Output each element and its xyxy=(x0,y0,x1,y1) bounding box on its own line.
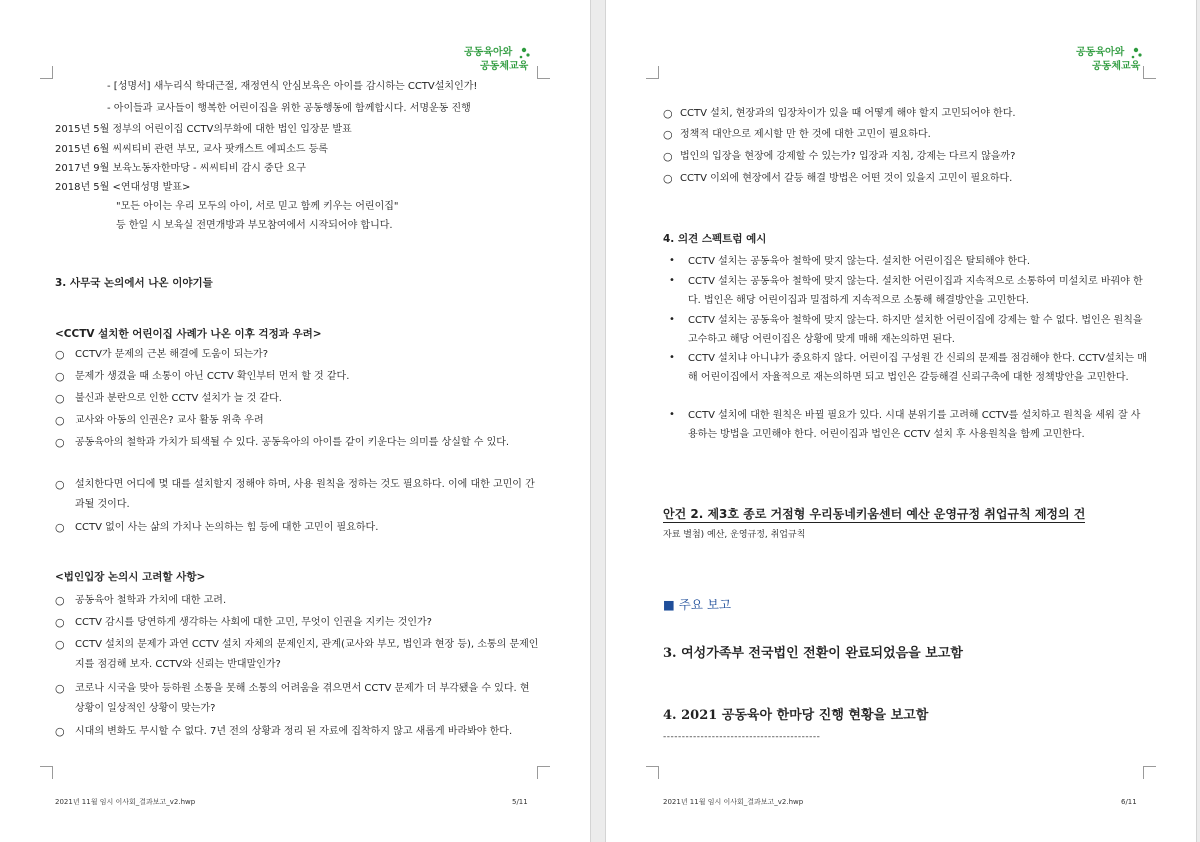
footer-filename: 2021년 11월 임시 이사회_결과보고_v2.hwp xyxy=(55,798,196,806)
logo-line-2: 공동체교육 xyxy=(480,61,529,72)
circle-bullet-icon: ○ xyxy=(663,128,673,141)
list-item: 공동육아의 철학과 가치가 퇴색될 수 있다. 공동육아의 아이를 같이 키운다는 의미를 상실할 수 있다. xyxy=(75,437,510,448)
list-item: 정책적 대안으로 제시할 만 한 것에 대한 고민이 필요하다. xyxy=(680,129,931,140)
intro-line: 2018년 5월 <연대성명 발표> xyxy=(55,182,191,193)
circle-bullet-icon: ○ xyxy=(55,682,65,695)
logo-line-1: 공동육아와 xyxy=(1076,47,1125,58)
dot-bullet-icon: • xyxy=(669,409,675,420)
sub-heading: <법인입장 논의시 고려할 사항> xyxy=(55,571,206,583)
crop-mark xyxy=(40,766,53,779)
main-report-label: ■ 주요 보고 xyxy=(663,597,732,612)
report-item: 3. 여성가족부 전국법인 전환이 완료되었음을 보고함 xyxy=(663,646,963,661)
document-page-6 xyxy=(606,0,1196,842)
circle-bullet-icon: ○ xyxy=(55,521,65,534)
footer-filename: 2021년 11월 임시 이사회_결과보고_v2.hwp xyxy=(663,798,804,806)
list-item: CCTV 설치, 현장과의 입장차이가 있을 때 어떻게 해야 할지 고민되어야 한다. xyxy=(680,108,1016,119)
list-item: CCTV 설치냐 아니냐가 중요하지 않다. 어린이집 구성원 간 신뢰의 문제를 점검해야 한다. CCTV설치는 매해 어린이집에서 자율적으로 재논의하면 되고 법인은 갈등해결 신뢰구축에 대한 정책방안을 고민한다. xyxy=(688,353,1147,383)
list-item: 공동육아 철학과 가치에 대한 고려. xyxy=(75,595,227,606)
circle-bullet-icon: ○ xyxy=(663,150,673,163)
intro-line: 2015년 6월 씨씨티비 관련 부모, 교사 팟캐스트 에피소드 등록 xyxy=(55,144,328,155)
list-item: CCTV 설치의 문제가 과연 CCTV 설치 자체의 문제인지, 관계(교사와 부모, 법인과 현장 등), 소통의 문제인지를 점검해 보자. CCTV와 신뢰는 반대말인가? xyxy=(75,639,539,670)
divider-dashes: ------------------------------------------ xyxy=(663,732,821,742)
logo-line-1: 공동육아와 xyxy=(464,47,513,58)
list-item: CCTV 설치는 공동육아 철학에 맞지 않는다. 하지만 설치한 어린이집에 강제는 할 수 없다. 법인은 원칙을 고수하고 해당 어린이집은 상황에 맞게 매해 재논의하면 된다. xyxy=(688,315,1143,345)
circle-bullet-icon: ○ xyxy=(55,725,65,738)
list-item: 법인의 입장을 현장에 강제할 수 있는가? 입장과 지침, 강제는 다르지 않을까? xyxy=(680,151,1016,162)
section-heading: 3. 사무국 논의에서 나온 이야기들 xyxy=(55,277,213,289)
report-item: 4. 2021 공동육아 한마당 진행 현황을 보고함 xyxy=(663,708,929,723)
circle-bullet-icon: ○ xyxy=(663,107,673,120)
footer-page-number: 6/11 xyxy=(1121,798,1137,806)
crop-mark xyxy=(1143,66,1156,79)
circle-bullet-icon: ○ xyxy=(55,616,65,629)
list-item: CCTV 설치에 대한 원칙은 바뀔 필요가 있다. 시대 분위기를 고려해 CCTV를 설치하고 원칙을 세워 잘 사용하는 방법을 고민해야 한다. 어린이집과 법인은 CCTV 설치 후 사용원칙을 함께 고민한다. xyxy=(688,410,1141,440)
circle-bullet-icon: ○ xyxy=(55,370,65,383)
list-item: 불신과 분란으로 인한 CCTV 설치가 늘 것 같다. xyxy=(75,393,282,404)
list-item: CCTV 이외에 현장에서 갈등 해결 방법은 어떤 것이 있을지 고민이 필요하다. xyxy=(680,173,1013,184)
dot-bullet-icon: • xyxy=(669,255,675,266)
logo-image xyxy=(1076,42,1146,78)
agenda-title: 안건 2. 제3호 종로 거점형 우리동네키움센터 예산 운영규정 취업규칙 제정의 건 xyxy=(663,507,1086,521)
logo-image xyxy=(464,42,534,78)
dot-bullet-icon: • xyxy=(669,314,675,325)
dot-bullet-icon: • xyxy=(669,275,675,286)
crop-mark xyxy=(537,66,550,79)
circle-bullet-icon: ○ xyxy=(55,392,65,405)
agenda-attachment-note: 자료 별첨) 예산, 운영규정, 취업규칙 xyxy=(663,530,806,540)
list-item: CCTV 감시를 당연하게 생각하는 사회에 대한 고민, 무엇이 인권을 지키는 것인가? xyxy=(75,617,432,628)
list-item: CCTV 설치는 공동육아 철학에 맞지 않는다. 설치한 어린이집은 탈퇴해야 한다. xyxy=(688,256,1031,267)
crop-mark xyxy=(646,766,659,779)
intro-line: "모든 아이는 우리 모두의 아이, 서로 믿고 함께 키우는 어린이집" xyxy=(116,201,399,212)
circle-bullet-icon: ○ xyxy=(663,172,673,185)
crop-mark xyxy=(1143,766,1156,779)
crop-mark xyxy=(40,66,53,79)
list-item: 시대의 변화도 무시할 수 없다. 7년 전의 상황과 정리 된 자료에 집착하지 않고 새롭게 바라봐야 한다. xyxy=(75,726,513,737)
list-item: CCTV 없이 사는 삶의 가치나 논의하는 힘 등에 대한 고민이 필요하다. xyxy=(75,522,379,533)
intro-line: 등 한일 시 보육실 전면개방과 부모참여에서 시작되어야 합니다. xyxy=(116,220,393,231)
intro-line: - 아이들과 교사들이 행복한 어린이집을 위한 공동행동에 함께합시다. 서명운동 진행 xyxy=(107,103,471,114)
list-item: 설치한다면 어디에 몇 대를 설치할지 정해야 하며, 사용 원칙을 정하는 것도 필요하다. 이에 대한 고민이 간과될 것이다. xyxy=(75,479,535,510)
intro-line: 2015년 5월 정부의 어린이집 CCTV의무화에 대한 법인 입장문 발표 xyxy=(55,124,352,135)
logo xyxy=(464,42,534,78)
crop-mark xyxy=(646,66,659,79)
circle-bullet-icon: ○ xyxy=(55,348,65,361)
logo-line-2: 공동체교육 xyxy=(1092,61,1141,72)
list-item: CCTV가 문제의 근본 해결에 도움이 되는가? xyxy=(75,349,269,360)
list-item: 교사와 아동의 인권은? 교사 활동 위축 우려 xyxy=(75,415,264,426)
logo xyxy=(1076,42,1146,78)
circle-bullet-icon: ○ xyxy=(55,414,65,427)
circle-bullet-icon: ○ xyxy=(55,436,65,449)
circle-bullet-icon: ○ xyxy=(55,594,65,607)
dot-bullet-icon: • xyxy=(669,352,675,363)
section-heading: 4. 의견 스펙트럼 예시 xyxy=(663,233,767,245)
list-item: 코로나 시국을 맞아 등하원 소통을 못해 소통의 어려움을 겪으면서 CCTV 문제가 더 부각됐을 수 있다. 현 상황이 일상적인 상황이 맞는가? xyxy=(75,683,530,714)
intro-line: 2017년 9월 보육노동자한마당 - 씨씨티비 감시 중단 요구 xyxy=(55,163,306,174)
circle-bullet-icon: ○ xyxy=(55,478,65,491)
circle-bullet-icon: ○ xyxy=(55,638,65,651)
sub-heading: <CCTV 설치한 어린이집 사례가 나온 이후 걱정과 우려> xyxy=(55,328,322,340)
document-page-5 xyxy=(0,0,590,842)
footer-page-number: 5/11 xyxy=(512,798,528,806)
list-item: CCTV 설치는 공동육아 철학에 맞지 않는다. 설치한 어린이집과 지속적으로 소통하여 미설치로 바꿔야 한다. 법인은 해당 어린이집과 밀접하게 지속적으로 소통해 해결방안을 고민한다. xyxy=(688,276,1143,306)
crop-mark xyxy=(537,766,550,779)
list-item: 문제가 생겼을 때 소통이 아닌 CCTV 확인부터 먼저 할 것 같다. xyxy=(75,371,350,382)
intro-line: - [성명서] 새누리식 학대근절, 재정연식 안심보육은 아이를 감시하는 CCTV설치인가! xyxy=(107,81,478,92)
